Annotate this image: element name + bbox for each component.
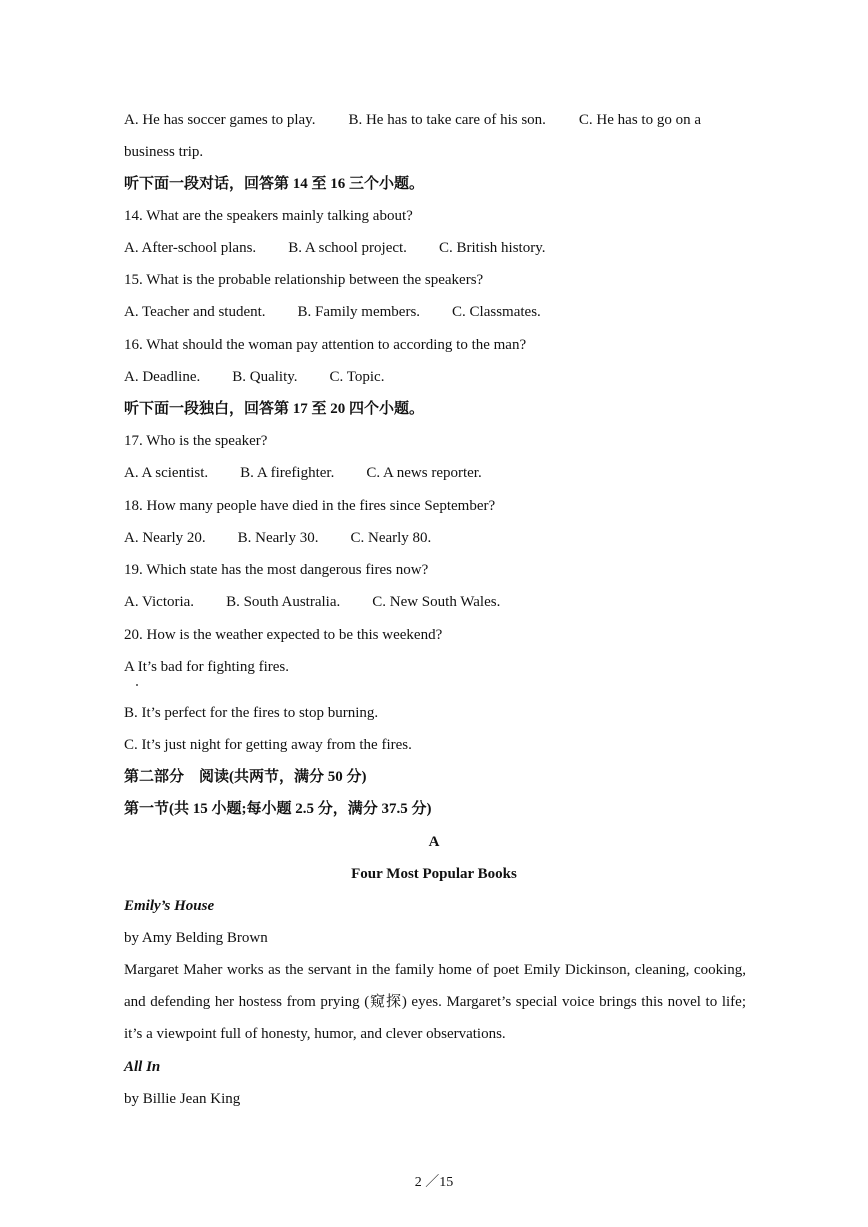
q20-question: 20. How is the weather expected to be this weekend?: [124, 627, 443, 643]
passage-title: Four Most Popular Books: [351, 866, 517, 882]
q16-question: 16. What should the woman pay attention to according to the man?: [124, 337, 527, 353]
q17-option-c: C. A news reporter.: [366, 465, 482, 481]
q14-option-c: C. British history.: [438, 240, 546, 256]
q20-option-c: C. It’s just night for getting away from the fires.: [124, 737, 412, 753]
q14-question: 14. What are the speakers mainly talking about?: [124, 208, 413, 224]
q14-options: [124, 238, 545, 258]
q15-question: 15. What is the probable relationship between the speakers?: [124, 272, 484, 288]
q19-option-c: C. New South Wales.: [372, 594, 501, 610]
q13-options-row: [124, 110, 701, 130]
q16-option-a: A. Deadline.: [124, 369, 201, 385]
q18-options: [124, 528, 431, 548]
q20-option-b: B. It’s perfect for the fires to stop burning.: [124, 705, 379, 721]
stray-dot: [136, 684, 138, 686]
q17-option-b: B. A firefighter.: [240, 465, 335, 481]
instruction-17-20: 听下面一段独白，回答第 17 至 20 四个小题。: [124, 401, 425, 417]
q14-option-b: B. A school project.: [288, 240, 407, 256]
q15-option-c: C. Classmates.: [452, 304, 541, 320]
q19-options: [124, 592, 500, 612]
book2-title: All In: [124, 1059, 161, 1075]
q16-options: [124, 367, 384, 387]
q16-option-b: B. Quality.: [232, 369, 298, 385]
q13-option-c: C. He has to go on a: [578, 112, 701, 128]
q20-option-a: A It’s bad for fighting fires.: [124, 659, 289, 675]
book1-title: Emily’s House: [124, 898, 215, 914]
q19-option-a: A. Victoria.: [124, 594, 195, 610]
q15-option-b: B. Family members.: [297, 304, 421, 320]
q17-options: [124, 463, 482, 483]
instruction-14-16: 听下面一段对话，回答第 14 至 16 三个小题。: [124, 176, 425, 192]
section1-heading: 第一节(共 15 小题;每小题 2.5 分，满分 37.5 分): [124, 801, 432, 817]
part2-heading: 第二部分 阅读(共两节，满分 50 分): [124, 769, 367, 785]
q18-option-a: A. Nearly 20.: [124, 530, 206, 546]
book1-author: by Amy Belding Brown: [124, 930, 268, 946]
passage-letter: A: [428, 834, 440, 850]
q14-option-a: A. After-school plans.: [124, 240, 257, 256]
q13-option-a: A. He has soccer games to play.: [124, 112, 316, 128]
q19-option-b: B. South Australia.: [226, 594, 341, 610]
book2-author: by Billie Jean King: [124, 1091, 241, 1107]
q17-question: 17. Who is the speaker?: [124, 433, 268, 449]
q19-question: 19. Which state has the most dangerous fires now?: [124, 562, 429, 578]
q18-option-c: C. Nearly 80.: [350, 530, 432, 546]
q15-option-a: A. Teacher and student.: [124, 304, 266, 320]
q16-option-c: C. Topic.: [329, 369, 385, 385]
q13-option-c-continued: business trip.: [124, 144, 204, 160]
q18-option-b: B. Nearly 30.: [237, 530, 319, 546]
q13-option-b: B. He has to take care of his son.: [348, 112, 546, 128]
q18-question: 18. How many people have died in the fires since September?: [124, 498, 496, 514]
q17-option-a: A. A scientist.: [124, 465, 209, 481]
q15-options: [124, 302, 541, 322]
book1-description: Margaret Maher works as the servant in the family home of poet Emily Dickinson, cleaning, cooking, and defending her hostess from prying (窥探) eyes. Margaret’s special voice brings this novel to life; it’s a viewpoint full of honesty, humor, and clever observations.: [124, 962, 746, 1042]
page-number: 2 ／15: [414, 1175, 454, 1190]
